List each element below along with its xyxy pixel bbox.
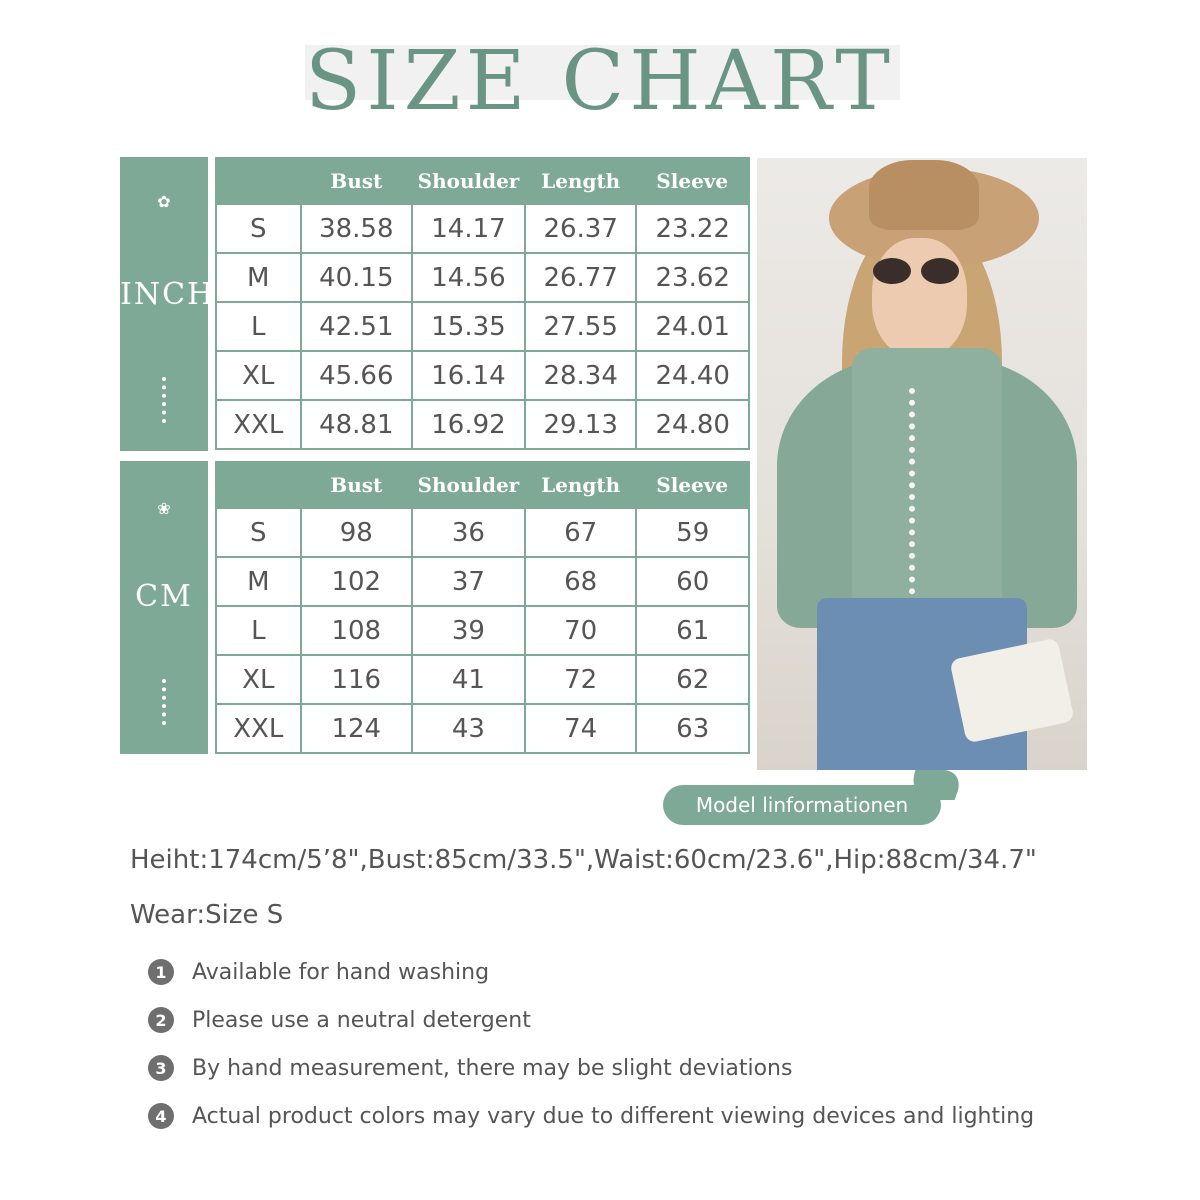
table-row xyxy=(216,655,749,704)
shirt-buttons xyxy=(909,388,921,618)
note-text: Actual product colors may vary due to different viewing devices and lighting xyxy=(192,1103,1035,1129)
shoulder-cell: 36 xyxy=(412,508,525,557)
length-cell: 67 xyxy=(525,508,637,557)
shoulder-cell: 16.14 xyxy=(412,351,525,400)
number-4-icon: 4 xyxy=(148,1103,174,1129)
sleeve-cell: 24.40 xyxy=(636,351,749,400)
length-cell: 28.34 xyxy=(525,351,637,400)
inch-unit-panel xyxy=(120,157,216,451)
size-cell: S xyxy=(216,508,301,557)
note-item xyxy=(148,1053,792,1083)
bust-cell: 40.15 xyxy=(301,253,413,302)
note-item xyxy=(148,1101,1034,1131)
table-header-row xyxy=(216,462,749,508)
sleeve-cell: 60 xyxy=(636,557,749,606)
shoulder-cell: 43 xyxy=(412,704,525,753)
sleeve-cell: 63 xyxy=(636,704,749,753)
header-bust: Bust xyxy=(301,462,412,508)
shoulder-cell: 16.92 xyxy=(412,400,525,449)
cm-size-table xyxy=(215,461,750,754)
header-sleeve: Sleeve xyxy=(636,158,749,204)
shoulder-cell: 41 xyxy=(412,655,525,704)
note-item xyxy=(148,1005,531,1035)
bust-cell: 48.81 xyxy=(301,400,413,449)
inch-unit-label: INCH xyxy=(120,277,216,312)
number-2-icon: 2 xyxy=(148,1007,174,1033)
sleeve-cell: 59 xyxy=(636,508,749,557)
table-row xyxy=(216,704,749,753)
bust-cell: 108 xyxy=(301,606,412,655)
number-3-icon: 3 xyxy=(148,1055,174,1081)
cm-unit-panel xyxy=(120,461,208,754)
length-cell: 70 xyxy=(525,606,637,655)
header-shoulder: Shoulder xyxy=(412,158,525,204)
shoulder-cell: 15.35 xyxy=(412,302,525,351)
header-length: Length xyxy=(525,462,637,508)
length-cell: 29.13 xyxy=(525,400,637,449)
model-info-ribbon: Model linformationen xyxy=(663,785,941,825)
table-row xyxy=(216,302,749,351)
size-cell: XXL xyxy=(216,400,301,449)
cm-unit-label: CM xyxy=(135,579,193,614)
model-photo xyxy=(757,158,1087,770)
header-sleeve: Sleeve xyxy=(636,462,749,508)
sleeve-cell: 23.62 xyxy=(636,253,749,302)
size-cell: S xyxy=(216,204,301,253)
bust-cell: 102 xyxy=(301,557,412,606)
length-cell: 68 xyxy=(525,557,637,606)
header-shoulder: Shoulder xyxy=(412,462,525,508)
length-cell: 27.55 xyxy=(525,302,637,351)
sleeve-cell: 23.22 xyxy=(636,204,749,253)
bust-cell: 42.51 xyxy=(301,302,413,351)
shoulder-cell: 14.17 xyxy=(412,204,525,253)
size-cell: M xyxy=(216,557,301,606)
length-cell: 26.37 xyxy=(525,204,637,253)
sleeve-cell: 24.80 xyxy=(636,400,749,449)
size-cell: L xyxy=(216,606,301,655)
note-item xyxy=(148,957,489,987)
table-row xyxy=(216,253,749,302)
model-face xyxy=(872,238,967,358)
length-cell: 74 xyxy=(525,704,637,753)
header-size xyxy=(216,158,301,204)
shoulder-cell: 14.56 xyxy=(412,253,525,302)
leaf-icon: ❀ xyxy=(157,499,171,518)
sunglasses-icon xyxy=(865,258,965,284)
bust-cell: 98 xyxy=(301,508,412,557)
sleeve-cell: 62 xyxy=(636,655,749,704)
shirt-front xyxy=(852,348,1002,638)
table-header-row xyxy=(216,158,749,204)
length-cell: 72 xyxy=(525,655,637,704)
sleeve-cell: 61 xyxy=(636,606,749,655)
table-row xyxy=(216,400,749,449)
bust-cell: 38.58 xyxy=(301,204,413,253)
dots-divider xyxy=(162,377,170,423)
note-text: Please use a neutral detergent xyxy=(192,1007,531,1033)
table-row xyxy=(216,508,749,557)
header-bust: Bust xyxy=(301,158,413,204)
note-text: Available for hand washing xyxy=(192,959,490,985)
size-cell: XXL xyxy=(216,704,301,753)
model-wear-size: Wear:Size S xyxy=(130,900,284,930)
size-cell: XL xyxy=(216,655,301,704)
header-length: Length xyxy=(525,158,637,204)
table-row xyxy=(216,204,749,253)
size-cell: XL xyxy=(216,351,301,400)
size-cell: M xyxy=(216,253,301,302)
page-title: SIZE CHART xyxy=(305,34,895,129)
number-1-icon: 1 xyxy=(148,959,174,985)
bust-cell: 45.66 xyxy=(301,351,413,400)
dots-divider xyxy=(162,679,170,725)
shoulder-cell: 37 xyxy=(412,557,525,606)
size-cell: L xyxy=(216,302,301,351)
shoulder-cell: 39 xyxy=(412,606,525,655)
inch-size-table xyxy=(215,157,750,450)
bust-cell: 116 xyxy=(301,655,412,704)
table-row xyxy=(216,606,749,655)
note-text: By hand measurement, there may be slight deviations xyxy=(192,1055,793,1081)
header-size xyxy=(216,462,301,508)
leaf-icon: ✿ xyxy=(157,192,171,211)
sleeve-cell: 24.01 xyxy=(636,302,749,351)
hat-crown xyxy=(869,160,979,230)
model-measurements: Heiht:174cm/5’8",Bust:85cm/33.5",Waist:60cm/23.6",Hip:88cm/34.7" xyxy=(130,845,1037,875)
bust-cell: 124 xyxy=(301,704,412,753)
length-cell: 26.77 xyxy=(525,253,637,302)
table-row xyxy=(216,351,749,400)
table-row xyxy=(216,557,749,606)
